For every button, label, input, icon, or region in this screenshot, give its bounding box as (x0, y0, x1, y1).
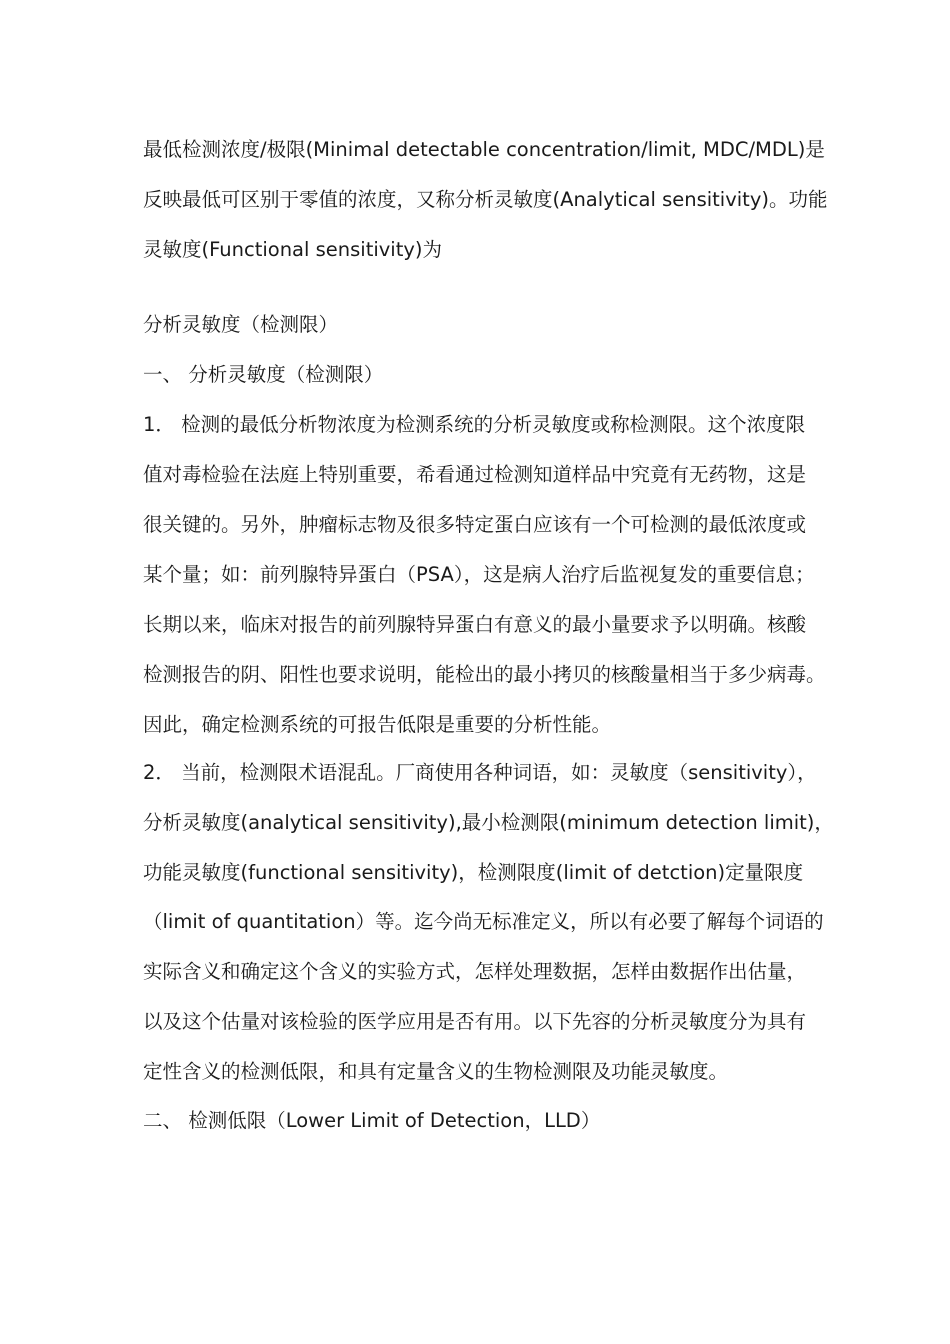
para-1-line-4: 某个量；如：前列腺特异蛋白（PSA），这是病人治疗后监视复发的重要信息； (143, 563, 815, 586)
para-1-line-2: 值对毒检验在法庭上特别重要，希看通过检测知道样品中究竟有无药物，这是 (143, 463, 807, 486)
para-1-line-3: 很关键的。另外，肿瘤标志物及很多特定蛋白应该有一个可检测的最低浓度或 (143, 513, 807, 536)
para-2-line-2: 分析灵敏度(analytical sensitivity),最小检测限(minimum detection limit)， (143, 811, 834, 834)
para-1-line-6: 检测报告的阴、阳性也要求说明，能检出的最小拷贝的核酸量相当于多少病毒。 (143, 663, 826, 686)
para-2-line-4: （limit of quantitation）等。迄今尚无标准定义，所以有必要了解每个词语的 (143, 910, 824, 933)
para-1-line-1: 1． 检测的最低分析物浓度为检测系统的分析灵敏度或称检测限。这个浓度限 (143, 413, 806, 436)
section-title: 分析灵敏度（检测限） (143, 313, 339, 336)
para-1-line-5: 长期以来，临床对报告的前列腺特异蛋白有意义的最小量要求予以明确。核酸 (143, 613, 807, 636)
heading-1: 一、 分析灵敏度（检测限） (143, 363, 384, 386)
para-2-line-7: 定性含义的检测低限，和具有定量含义的生物检测限及功能灵敏度。 (143, 1060, 729, 1083)
intro-line-2: 反映最低可区别于零值的浓度，又称分析灵敏度(Analytical sensitivity)。功能 (143, 188, 828, 211)
para-2-line-6: 以及这个估量对该检验的医学应用是否有用。以下先容的分析灵敏度分为具有 (143, 1010, 807, 1033)
para-2-line-3: 功能灵敏度(functional sensitivity)，检测限度(limit of detction)定量限度 (143, 861, 804, 884)
heading-2: 二、 检测低限（Lower Limit of Detection，LLD） (143, 1109, 601, 1132)
intro-line-1: 最低检测浓度/极限(Minimal detectable concentration/limit, MDC/MDL)是 (143, 138, 825, 161)
para-1-line-7: 因此，确定检测系统的可报告低限是重要的分析性能。 (143, 713, 612, 736)
intro-line-3: 灵敏度(Functional sensitivity)为 (143, 238, 443, 261)
para-2-line-5: 实际含义和确定这个含义的实验方式，怎样处理数据，怎样由数据作出估量， (143, 960, 807, 983)
para-2-line-1: 2． 当前，检测限术语混乱。厂商使用各种词语，如：灵敏度（sensitivity）， (143, 761, 817, 784)
